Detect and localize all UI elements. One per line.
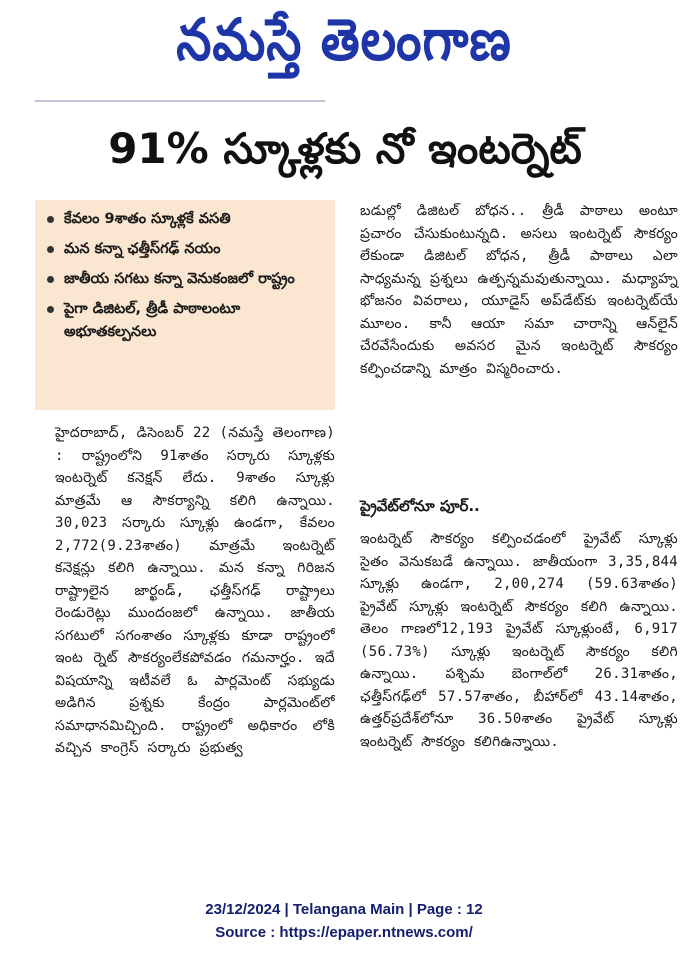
bullet-icon [47, 276, 54, 283]
highlight-text: జాతీయ సగటు కన్నా వెనుకంజలో రాష్ట్రం [64, 271, 295, 287]
page-footer [0, 898, 688, 944]
footer-source-link[interactable]: Source : https://epaper.ntnews.com/ [215, 924, 473, 941]
header-divider [35, 100, 325, 102]
headline: 91% స్కూళ్లకు నో ఇంటర్నెట్ [108, 124, 582, 173]
bullet-icon [47, 246, 54, 253]
bullet-icon [47, 306, 54, 313]
article-column-left: హైదరాబాద్, డిసెంబర్ 22 (నమస్తే తెలంగాణ) : రాష్ట్రంలోని 91శాతం సర్కారు స్కూళ్లకు ఇంటర్నెట్ కనెక్షన్ లేదు. 9శాతం స్కూళ్లు మాత్రమే ఆ సౌకర్యాన్ని కలిగి ఉన్నాయి. 30,023 సర్కారు స్కూళ్లు ఉండగా, కేవలం 2,772(9.23శాతం) మాత్రమే ఇంటర్నెట్ కనెక్షన్లు కలిగి ఉన్నాయి. మన కన్నా గిరిజన రాష్ట్రాలైన జార్ఖండ్, ఛత్తీస్‌గఢ్ రాష్ట్రాలు రెండురెట్లు ముందంజలో ఉన్నాయి. జాతీయ సగటులో సగంశాతం స్కూళ్లకు కూడా రాష్ట్రంలో ఇంట ర్నెట్ సౌకర్యంలేకపోవడం గమనార్హం. ఇదే విషయాన్ని ఇటీవలే ఓ పార్లమెంట్ సభ్యుడు అడిగిన ప్రశ్నకు కేంద్రం పార్లమెంట్‌లో సమాధానమిచ్చింది. రాష్ట్రంలో అధికారం లోకి వచ్చిన కాంగ్రెస్ సర్కారు ప్రభుత్వ [55, 425, 335, 756]
highlight-item [47, 208, 323, 231]
highlight-item [47, 298, 323, 344]
highlight-text: మన కన్నా ఛత్తీస్‌గఢ్ నయం [64, 241, 221, 257]
highlight-item [47, 268, 323, 291]
highlight-text: కేవలం 9శాతం స్కూళ్లకే వసతి [64, 211, 231, 227]
highlights-box [35, 200, 335, 410]
article-column-right-top: బడుల్లో డిజిటల్ బోధన.. త్రీడీ పాఠాలు అంటూ ప్రచారం చేసుకుంటున్నది. అసలు ఇంటర్నెట్ సౌకర్యం లేకుండా డిజిటల్ బోధన, త్రీడీ పాఠాలు ఎలా సాధ్యమన్న ప్రశ్నలు ఉత్పన్నమవుతున్నాయి. మధ్యాహ్న భోజనం వివరాలు, యూడైస్ అప్‌డేట్‌కు ఇంటర్నెట్‌యే మూలం. కానీ ఆయా సమా చారాన్ని ఆన్‌లైన్ చేరవేసేందుకు అవసర మైన ఇంటర్నెట్ సౌకర్యం కల్పించడాన్ని మాత్రం విస్మరించారు. [360, 203, 678, 377]
article-column-right-bottom: ఇంటర్నెట్ సౌకర్యం కల్పించడంలో ప్రైవేట్ స్కూళ్లు సైతం వెనుకబడే ఉన్నాయి. జాతీయంగా 3,35,844 స్కూళ్లు ఉండగా, 2,00,274 (59.63శాతం) ప్రైవేట్ స్కూళ్లు ఇంటర్నెట్ సౌకర్యం కలిగి ఉన్నాయి. తెలం గాణలో12,193 ప్రైవేట్ స్కూళ్లుంటే, 6,917 (56.73%) స్కూళ్లు ఇంటర్నెట్ సౌకర్యం కలిగి ఉన్నాయి. పశ్చిమ బెంగాల్‌లో 26.31శాతం, ఛత్తీస్‌గఢ్‌లో 57.57శాతం, బీహార్‌లో 43.14శాతం, ఉత్తర్‌ప్రదేశ్‌లోనూ 36.50శాతం ప్రైవేట్ స్కూళ్లు ఇంటర్నెట్ సౌకర్యం కలిగిఉన్నాయి. [360, 531, 678, 750]
section-subheading: ప్రైవేట్‌లోనూ పూర్.. [360, 497, 480, 515]
newspaper-logo: నమస్తే తెలంగాణ [176, 6, 512, 74]
highlight-text: పైగా డిజిటల్, త్రీడీ పాఠాలంటూ అభూతకల్పనలు [64, 301, 241, 340]
bullet-icon [47, 216, 54, 223]
footer-date-edition: 23/12/2024 | Telangana Main | Page : 12 [205, 901, 483, 918]
masthead [0, 0, 688, 95]
highlight-item [47, 238, 323, 261]
